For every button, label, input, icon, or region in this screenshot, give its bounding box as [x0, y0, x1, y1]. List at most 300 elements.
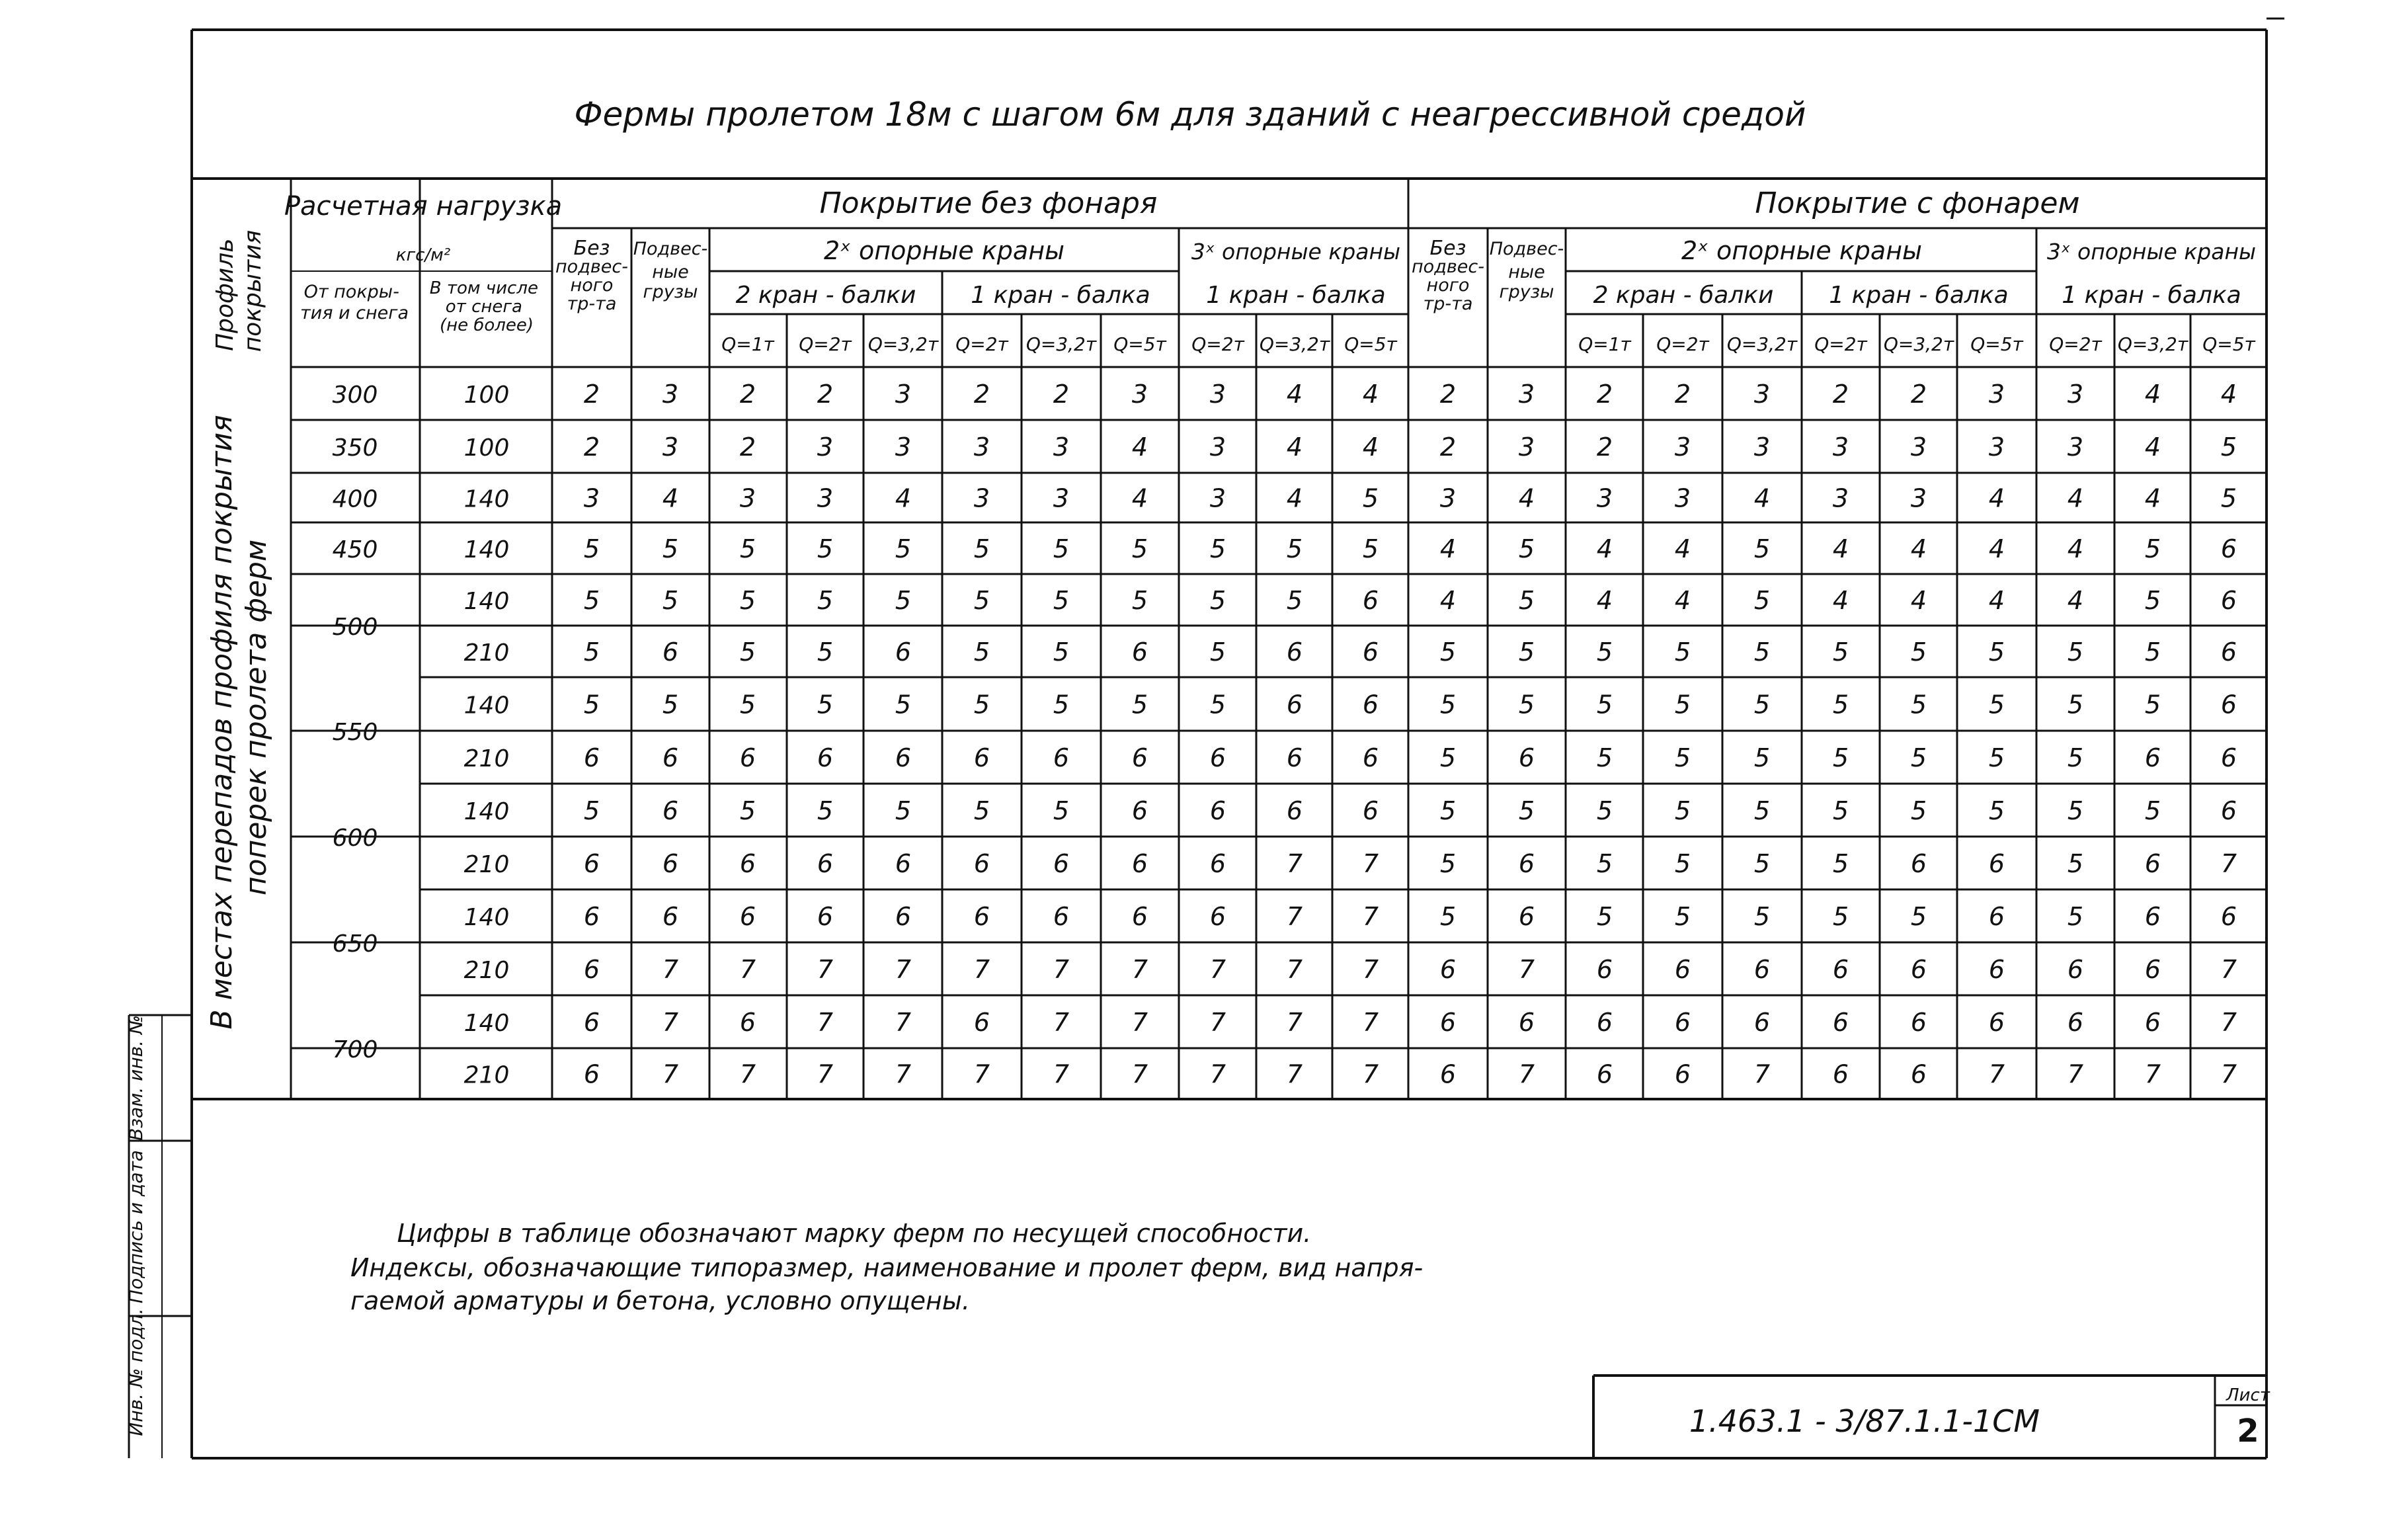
cell-value: 4 — [1988, 586, 2005, 615]
header-no-hoist-right: ного — [1426, 275, 1470, 296]
header-cranes-2-right: 2ˣ опорные краны — [1681, 236, 1923, 265]
header-load-snow-line2: от снега — [445, 297, 522, 317]
cell-value: 6 — [1209, 902, 1226, 931]
cell-value: 5 — [1439, 902, 1457, 931]
cell-value: 5 — [1362, 483, 1379, 513]
cell-value: 7 — [817, 1008, 834, 1037]
cell-value: 5 — [2067, 637, 2084, 667]
cell-value: 6 — [1362, 637, 1379, 667]
cell-value: 5 — [1053, 796, 1070, 825]
cell-value: 4 — [1832, 534, 1849, 563]
cell-value: 3 — [739, 483, 756, 513]
cell-value: 5 — [1518, 690, 1535, 719]
cell-value: 4 — [1674, 586, 1691, 615]
cell-value: 6 — [1988, 1008, 2005, 1037]
cell-value: 5 — [1053, 690, 1070, 719]
header-one-beam-right: 1 кран - балка — [1829, 282, 2009, 309]
cell-value: 6 — [739, 743, 756, 772]
cell-value: 2 — [583, 380, 600, 409]
row-group-label — [205, 405, 273, 1029]
header-load-unit: кгс/м² — [395, 245, 451, 265]
cell-value: 3 — [1209, 483, 1226, 513]
cell-value: 7 — [1518, 1059, 1535, 1089]
cell-value: 5 — [973, 637, 990, 667]
cell-value: 7 — [2144, 1059, 2161, 1089]
cell-value: 7 — [1131, 1008, 1148, 1037]
row-snow: 140 — [463, 798, 510, 825]
cell-value: 5 — [2067, 690, 2084, 719]
cell-value: 6 — [1439, 1059, 1457, 1089]
cell-value: 5 — [1596, 743, 1613, 772]
cell-value: 5 — [1439, 637, 1457, 667]
q-label: Q=5т — [1113, 333, 1166, 355]
row-total: 600 — [332, 825, 378, 852]
cell-value: 7 — [1362, 1059, 1379, 1089]
cell-value: 5 — [1832, 743, 1849, 772]
cell-value: 6 — [2144, 849, 2161, 878]
cell-value: 6 — [2144, 743, 2161, 772]
sheet-label: Лист — [2226, 1385, 2270, 1405]
cell-value: 4 — [1988, 483, 2005, 513]
q-label: Q=5т — [1344, 333, 1397, 355]
cell-value: 7 — [895, 955, 912, 984]
header-no-hoist-right: тр-та — [1423, 294, 1473, 314]
cell-value: 6 — [1209, 743, 1226, 772]
cell-value: 7 — [1286, 955, 1303, 984]
cell-value: 7 — [2220, 849, 2237, 878]
header-with-lantern: Покрытие с фонарем — [1755, 186, 2080, 220]
cell-value: 5 — [2144, 690, 2161, 719]
cell-value: 2 — [973, 380, 990, 409]
table-row — [333, 1008, 2237, 1063]
cell-value: 7 — [2220, 1059, 2237, 1089]
cell-value: 6 — [1286, 690, 1303, 719]
cell-value: 3 — [1053, 483, 1070, 513]
cell-value: 6 — [1362, 796, 1379, 825]
cell-value: 4 — [1362, 380, 1379, 409]
cell-value: 3 — [1988, 380, 2005, 409]
row-total: 350 — [332, 434, 378, 462]
cell-value: 5 — [1910, 743, 1927, 772]
cell-value: 5 — [2067, 849, 2084, 878]
cell-value: 3 — [1439, 483, 1457, 513]
cell-value: 7 — [662, 955, 679, 984]
cell-value: 7 — [662, 1059, 679, 1089]
cell-value: 6 — [1439, 1008, 1457, 1037]
cell-value: 4 — [1362, 432, 1379, 462]
header-hanging-left: ные — [652, 262, 689, 282]
cell-value: 5 — [1753, 690, 1771, 719]
cell-value: 3 — [1209, 380, 1226, 409]
cell-value: 5 — [662, 690, 679, 719]
cell-value: 5 — [817, 586, 834, 615]
cell-value: 5 — [817, 637, 834, 667]
cell-value: 7 — [1286, 902, 1303, 931]
cell-value: 7 — [739, 1059, 756, 1089]
cell-value: 5 — [1910, 637, 1927, 667]
sheet-title: Фермы пролетом 18м с шагом 6м для зданий с неагрессивной средой — [574, 95, 1806, 134]
row-snow: 140 — [463, 692, 510, 719]
cell-value: 7 — [1518, 955, 1535, 984]
title-block — [1689, 1385, 2270, 1450]
cell-value: 5 — [1674, 902, 1691, 931]
cell-value: 5 — [1596, 902, 1613, 931]
cell-value: 6 — [2220, 586, 2237, 615]
cell-value: 6 — [895, 902, 912, 931]
header-no-lantern: Покрытие без фонаря — [819, 186, 1158, 220]
header-profile — [212, 230, 266, 352]
q-label: Q=3,2т — [2117, 333, 2188, 355]
cell-value: 6 — [1753, 1008, 1771, 1037]
cell-value: 5 — [583, 534, 600, 563]
cell-value: 6 — [2220, 637, 2237, 667]
header-profile-line1: Профиль — [212, 238, 239, 351]
cell-value: 5 — [1209, 690, 1226, 719]
cell-value: 5 — [2067, 902, 2084, 931]
cell-value: 7 — [1131, 1059, 1148, 1089]
cell-value: 6 — [1832, 1059, 1849, 1089]
cell-value: 6 — [1596, 1008, 1613, 1037]
cell-value: 6 — [895, 743, 912, 772]
cell-value: 5 — [1286, 534, 1303, 563]
notes — [350, 1219, 1423, 1315]
row-snow: 210 — [463, 957, 510, 984]
row-group-label-line2: поперек пролета ферм — [239, 539, 273, 896]
cell-value: 6 — [2220, 902, 2237, 931]
row-snow: 140 — [463, 536, 510, 563]
cell-value: 5 — [817, 534, 834, 563]
cell-value: 5 — [1518, 637, 1535, 667]
header-no-hoist-left: Без — [573, 237, 610, 260]
cell-value: 5 — [1518, 796, 1535, 825]
cell-value: 4 — [2220, 380, 2237, 409]
header-no-hoist-right: Без — [1429, 237, 1466, 260]
cell-value: 6 — [583, 902, 600, 931]
cell-value: 4 — [1439, 586, 1457, 615]
header-hanging-left: грузы — [643, 282, 698, 302]
cell-value: 4 — [2067, 534, 2084, 563]
cell-value: 7 — [1131, 955, 1148, 984]
header-cranes-2-left: 2ˣ опорные краны — [823, 236, 1065, 265]
cell-value: 6 — [817, 849, 834, 878]
row-snow: 210 — [463, 639, 510, 667]
cell-value: 4 — [1286, 432, 1303, 462]
header-load-total-line1: От покры- — [303, 282, 399, 302]
cell-value: 7 — [817, 955, 834, 984]
cell-value: 3 — [1209, 432, 1226, 462]
cell-value: 5 — [1753, 534, 1771, 563]
cell-value: 6 — [662, 849, 679, 878]
table-row — [333, 690, 2237, 747]
cell-value: 6 — [583, 1059, 600, 1089]
cell-value: 3 — [1832, 483, 1849, 513]
cell-value: 4 — [2067, 586, 2084, 615]
header-one-beam-left-3: 1 кран - балка — [1206, 282, 1386, 309]
cell-value: 6 — [1518, 1008, 1535, 1037]
cell-value: 7 — [1362, 1008, 1379, 1037]
row-snow: 210 — [463, 1061, 510, 1089]
cell-value: 3 — [1753, 380, 1771, 409]
cell-value: 4 — [1596, 534, 1613, 563]
cell-value: 6 — [973, 743, 990, 772]
cell-value: 2 — [739, 380, 756, 409]
cell-value: 3 — [973, 483, 990, 513]
cell-value: 6 — [2220, 534, 2237, 563]
header-one-beam-left: 1 кран - балка — [971, 282, 1150, 309]
cell-value: 3 — [2067, 380, 2084, 409]
cell-value: 4 — [2144, 380, 2161, 409]
cell-value: 5 — [1362, 534, 1379, 563]
cell-value: 4 — [2144, 483, 2161, 513]
q-label: Q=3,2т — [1726, 333, 1798, 355]
cell-value: 6 — [1439, 955, 1457, 984]
cell-value: 5 — [1131, 690, 1148, 719]
q-label: Q=1т — [1578, 333, 1631, 355]
cell-value: 5 — [583, 690, 600, 719]
cell-value: 7 — [662, 1008, 679, 1037]
header-cranes-3-left: 3ˣ опорные краны — [1191, 239, 1401, 265]
cell-value: 3 — [1832, 432, 1849, 462]
cell-value: 6 — [2220, 796, 2237, 825]
header-hanging-right: ные — [1508, 262, 1545, 282]
cell-value: 7 — [1053, 1008, 1070, 1037]
cell-value: 7 — [2220, 1008, 2237, 1037]
cell-value: 6 — [1518, 849, 1535, 878]
cell-value: 6 — [1362, 743, 1379, 772]
cell-value: 5 — [1674, 690, 1691, 719]
q-label: Q=5т — [1970, 333, 2023, 355]
header-no-hoist-left: тр-та — [567, 294, 617, 314]
cell-value: 5 — [1753, 743, 1771, 772]
cell-value: 5 — [739, 534, 756, 563]
cell-value: 4 — [1518, 483, 1535, 513]
q-label: Q=3,2т — [867, 333, 939, 355]
cell-value: 3 — [1518, 380, 1535, 409]
header-hanging-right: грузы — [1499, 282, 1554, 302]
cell-value: 4 — [1286, 483, 1303, 513]
cell-value: 6 — [973, 902, 990, 931]
cell-value: 5 — [1286, 586, 1303, 615]
header-no-hoist-left: подвес- — [555, 257, 628, 277]
cell-value: 6 — [739, 849, 756, 878]
cell-value: 5 — [973, 796, 990, 825]
cell-value: 6 — [2220, 690, 2237, 719]
table-row — [333, 432, 2237, 462]
cell-value: 5 — [817, 796, 834, 825]
cell-value: 5 — [2220, 483, 2237, 513]
header-load-snow-line3: (не более) — [439, 315, 534, 335]
q-label: Q=2т — [799, 333, 852, 355]
cell-value: 6 — [895, 849, 912, 878]
cell-value: 6 — [1910, 1059, 1927, 1089]
cell-value: 7 — [973, 955, 990, 984]
cell-value: 4 — [1131, 432, 1148, 462]
row-total: 650 — [332, 930, 378, 958]
cell-value: 6 — [1131, 796, 1148, 825]
note-line-2: Индексы, обозначающие типоразмер, наименование и пролет ферм, вид напря- — [350, 1253, 1424, 1282]
cell-value: 6 — [1518, 902, 1535, 931]
cell-value: 6 — [1988, 955, 2005, 984]
cell-value: 5 — [739, 637, 756, 667]
q-label: Q=2т — [955, 333, 1008, 355]
cell-value: 5 — [1053, 586, 1070, 615]
cell-value: 5 — [1753, 849, 1771, 878]
q-label: Q=2т — [1656, 333, 1709, 355]
cell-value: 4 — [2144, 432, 2161, 462]
header-load-total — [300, 282, 409, 323]
cell-value: 5 — [1988, 637, 2005, 667]
cell-value: 4 — [1286, 380, 1303, 409]
cell-value: 6 — [1518, 743, 1535, 772]
cell-value: 3 — [1518, 432, 1535, 462]
cell-value: 7 — [2220, 955, 2237, 984]
header-profile-line2: покрытия — [239, 229, 266, 352]
cell-value: 4 — [1674, 534, 1691, 563]
table-row — [464, 849, 2237, 878]
header-load: Расчетная нагрузка — [284, 191, 563, 222]
cell-value: 3 — [895, 432, 912, 462]
cell-value: 4 — [1596, 586, 1613, 615]
cell-value: 6 — [1131, 743, 1148, 772]
q-label: Q=1т — [721, 333, 774, 355]
cell-value: 6 — [1362, 586, 1379, 615]
cell-value: 5 — [1596, 690, 1613, 719]
cell-value: 5 — [1596, 849, 1613, 878]
cell-value: 6 — [1988, 902, 2005, 931]
cell-value: 6 — [662, 796, 679, 825]
cell-value: 6 — [1286, 743, 1303, 772]
cell-value: 4 — [2067, 483, 2084, 513]
cell-value: 2 — [1832, 380, 1849, 409]
table-row — [464, 743, 2237, 772]
cell-value: 5 — [1753, 796, 1771, 825]
cell-value: 6 — [662, 637, 679, 667]
cell-value: 7 — [1362, 955, 1379, 984]
cell-value: 5 — [583, 637, 600, 667]
cell-value: 6 — [583, 743, 600, 772]
cell-value: 6 — [1131, 902, 1148, 931]
cell-value: 3 — [662, 380, 679, 409]
cell-value: 6 — [1131, 849, 1148, 878]
cell-value: 3 — [1910, 483, 1927, 513]
cell-value: 3 — [1596, 483, 1613, 513]
cell-value: 7 — [1362, 849, 1379, 878]
cell-value: 5 — [1053, 637, 1070, 667]
table-row — [333, 380, 2237, 409]
cell-value: 7 — [895, 1059, 912, 1089]
cell-value: 3 — [1131, 380, 1148, 409]
cell-value: 5 — [739, 796, 756, 825]
row-snow: 140 — [463, 904, 510, 931]
header-one-beam-right-3: 1 кран - балка — [2062, 282, 2241, 309]
cell-value: 6 — [1209, 849, 1226, 878]
cell-value: 7 — [1053, 955, 1070, 984]
row-snow: 100 — [463, 382, 510, 409]
header-two-beams-left: 2 кран - балки — [735, 282, 916, 309]
cell-value: 4 — [662, 483, 679, 513]
cell-value: 6 — [1286, 796, 1303, 825]
cell-value: 5 — [1439, 690, 1457, 719]
cell-value: 7 — [1988, 1059, 2005, 1089]
cell-value: 7 — [973, 1059, 990, 1089]
cell-value: 3 — [1988, 432, 2005, 462]
q-label: Q=5т — [2202, 333, 2255, 355]
cell-value: 5 — [1518, 534, 1535, 563]
header-load-snow-line1: В том числе — [429, 278, 538, 298]
cell-value: 3 — [817, 432, 834, 462]
cell-value: 5 — [1053, 534, 1070, 563]
sheet-number: 2 — [2237, 1413, 2259, 1450]
q-label: Q=2т — [1814, 333, 1867, 355]
row-snow: 210 — [463, 745, 510, 772]
cell-value: 2 — [1053, 380, 1070, 409]
cell-value: 2 — [1439, 380, 1457, 409]
row-snow: 140 — [463, 588, 510, 615]
table-row — [333, 484, 2237, 513]
doc-code: 1.463.1 - 3/87.1.1-1СМ — [1689, 1403, 2040, 1439]
cell-value: 5 — [1209, 534, 1226, 563]
table-row — [464, 1060, 2237, 1089]
cell-value: 3 — [2067, 432, 2084, 462]
cell-value: 5 — [739, 690, 756, 719]
cell-value: 2 — [1910, 380, 1927, 409]
q-label: Q=3,2т — [1025, 333, 1097, 355]
cell-value: 4 — [1131, 483, 1148, 513]
cell-value: 6 — [1209, 796, 1226, 825]
cell-value: 5 — [583, 586, 600, 615]
cell-value: 5 — [1753, 902, 1771, 931]
table-row — [464, 955, 2237, 984]
header-no-hoist-right: подвес- — [1412, 257, 1484, 277]
cell-value: 6 — [2144, 955, 2161, 984]
cell-value: 6 — [1131, 637, 1148, 667]
cell-value: 5 — [583, 796, 600, 825]
cell-value: 5 — [1596, 796, 1613, 825]
cell-value: 5 — [2067, 796, 2084, 825]
cell-value: 7 — [1209, 1008, 1226, 1037]
q-label: Q=2т — [1191, 333, 1244, 355]
cell-value: 5 — [739, 586, 756, 615]
cell-value: 6 — [895, 637, 912, 667]
cell-value: 7 — [1053, 1059, 1070, 1089]
header-cranes-3-right: 3ˣ опорные краны — [2046, 239, 2257, 265]
cell-value: 5 — [2144, 534, 2161, 563]
side-stamp-inv: Инв. № подл. — [125, 1308, 147, 1436]
header-two-beams-right: 2 кран - балки — [1593, 282, 1774, 309]
cell-value: 5 — [2144, 796, 2161, 825]
cell-value: 6 — [1053, 849, 1070, 878]
row-total: 500 — [332, 614, 378, 641]
cell-value: 3 — [1053, 432, 1070, 462]
cell-value: 7 — [1209, 1059, 1226, 1089]
cell-value: 6 — [1053, 743, 1070, 772]
cell-value: 6 — [1753, 955, 1771, 984]
side-stamp — [125, 1015, 147, 1436]
cell-value: 5 — [1674, 796, 1691, 825]
cell-value: 2 — [1674, 380, 1691, 409]
cell-value: 5 — [2067, 743, 2084, 772]
cell-value: 5 — [1596, 637, 1613, 667]
note-line-1: Цифры в таблице обозначают марку ферм по несущей способности. — [397, 1219, 1312, 1248]
cell-value: 6 — [1286, 637, 1303, 667]
cell-value: 6 — [1910, 955, 1927, 984]
cell-value: 2 — [739, 432, 756, 462]
side-stamp-sign: Подпись и дата — [125, 1150, 147, 1303]
cell-value: 5 — [973, 690, 990, 719]
table-row — [333, 586, 2237, 641]
cell-value: 7 — [1209, 955, 1226, 984]
cell-value: 5 — [1753, 637, 1771, 667]
